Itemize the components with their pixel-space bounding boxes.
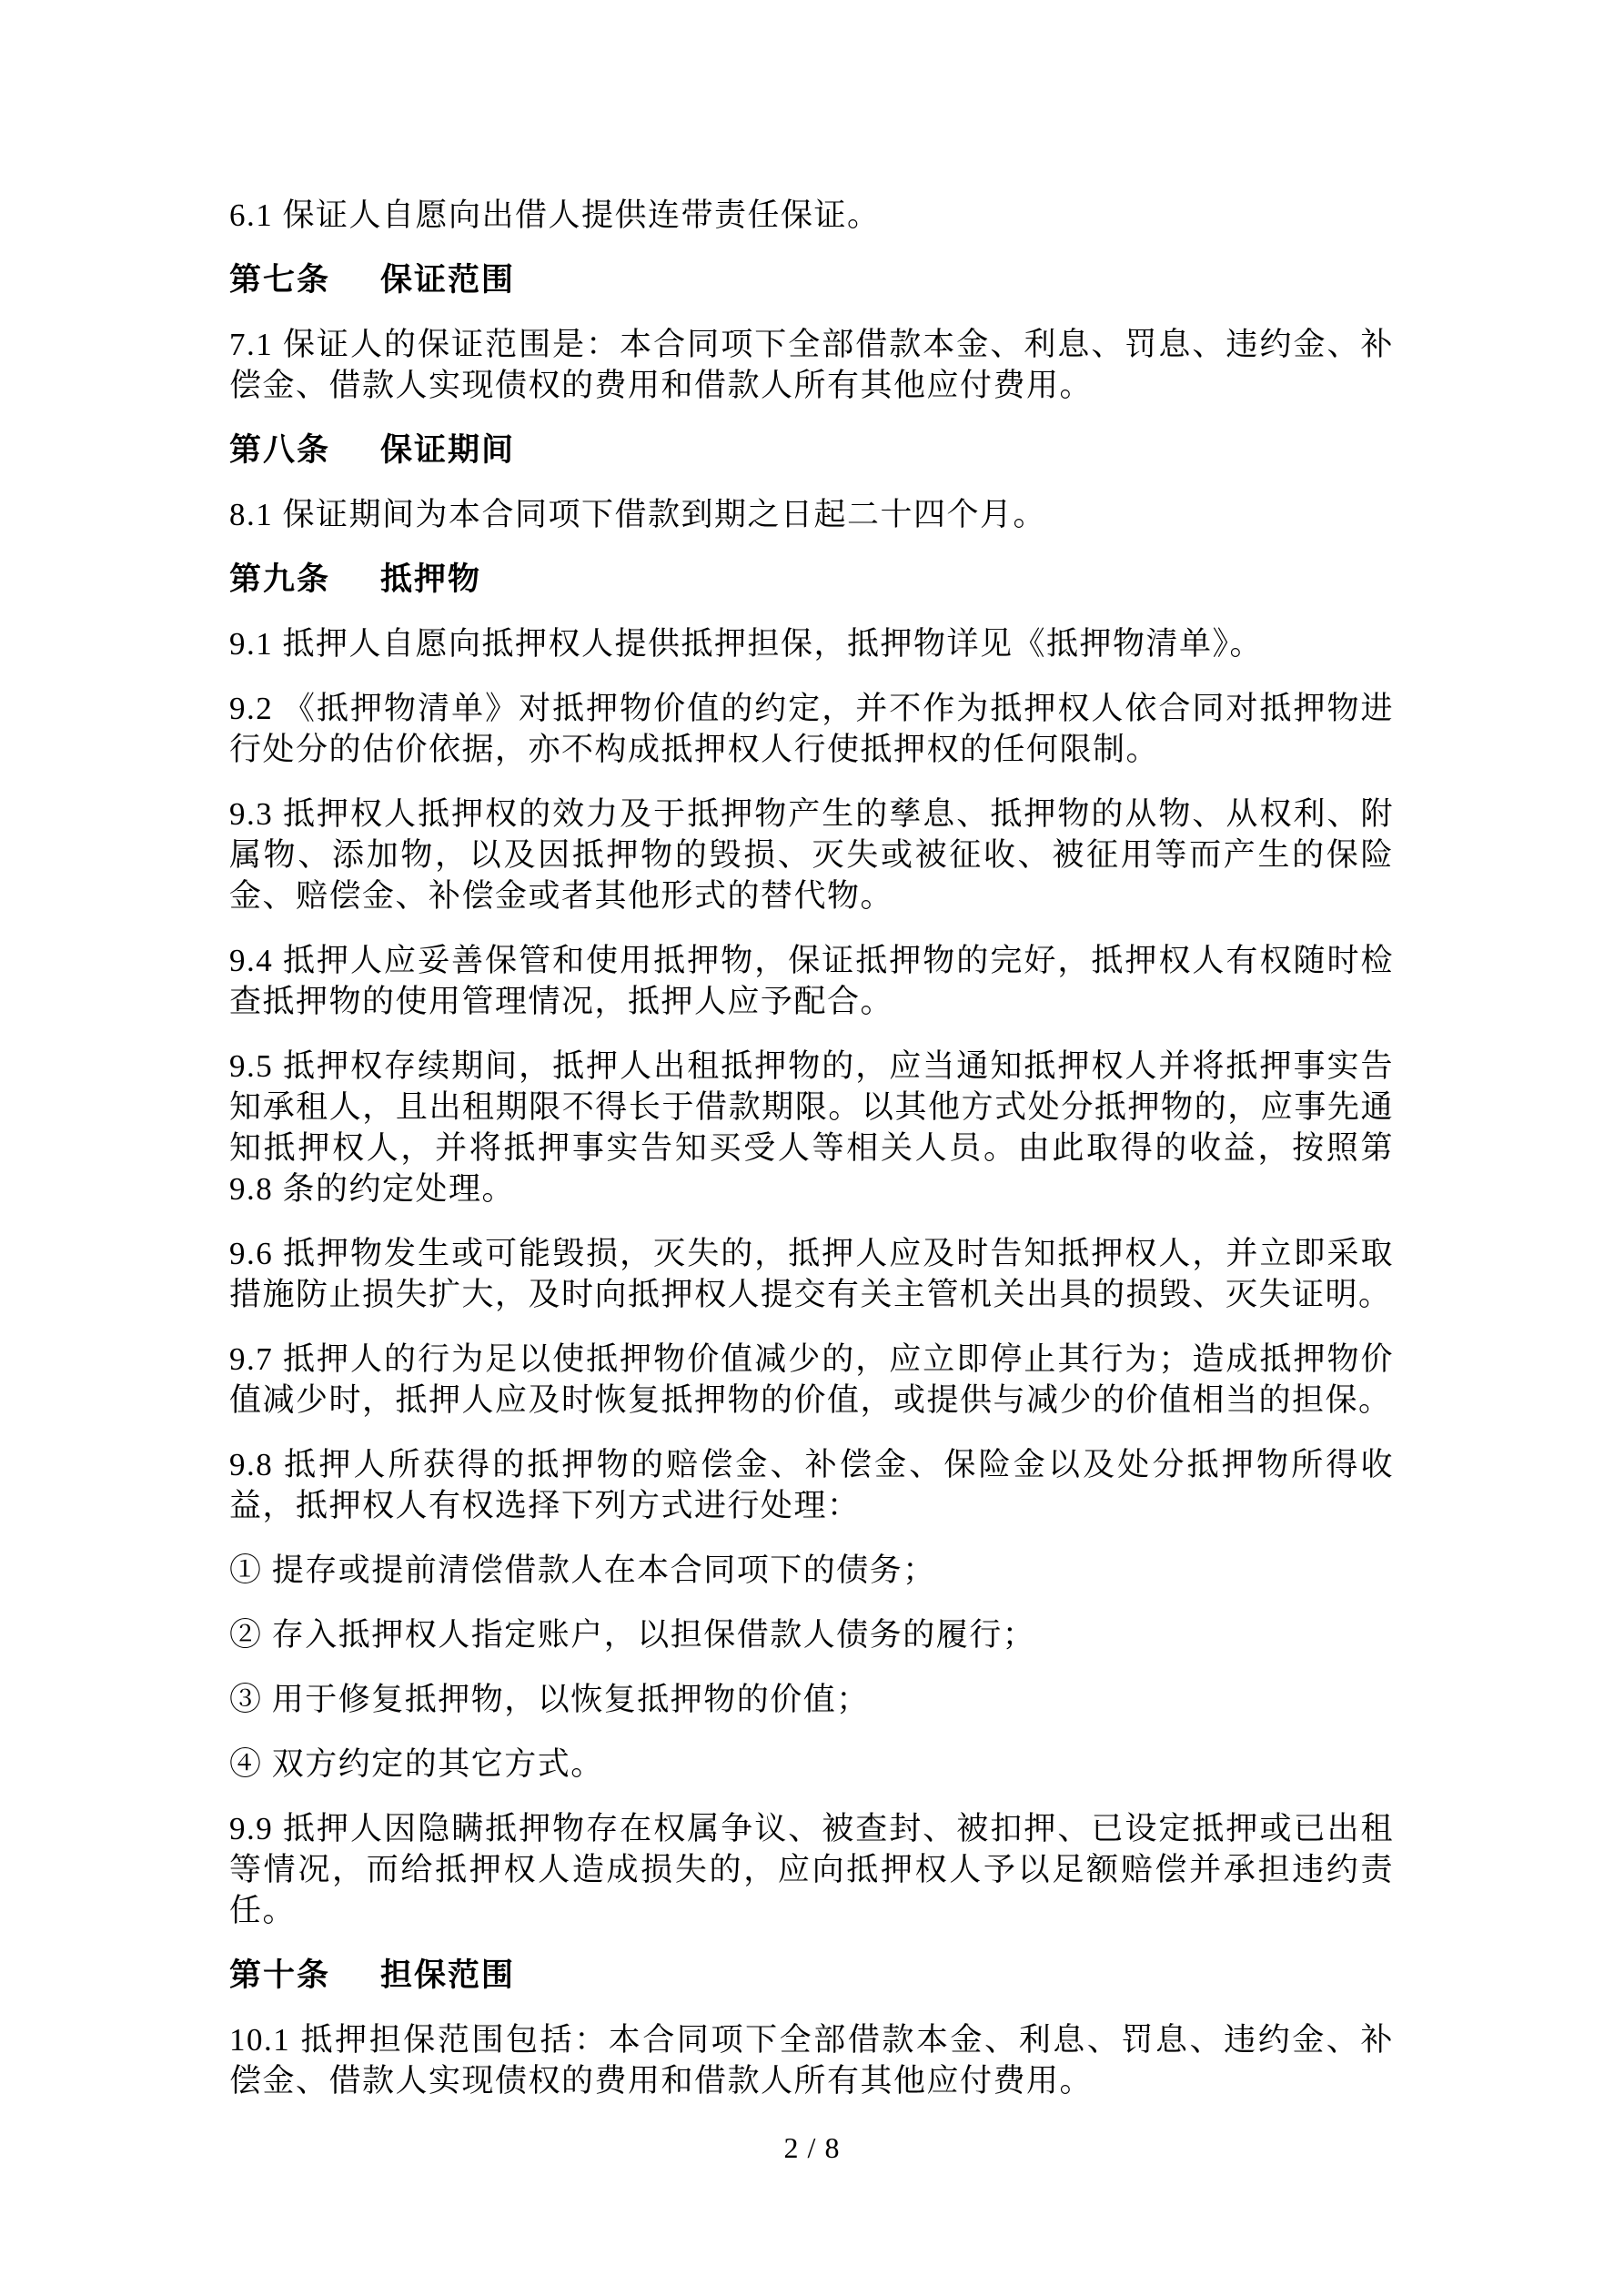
article-7-title: 保证范围 [380,262,516,298]
page-number: 2 / 8 [783,2131,841,2164]
clause-9-3: 9.3 抵押权人抵押权的效力及于抵押物产生的孳息、抵押物的从物、从权利、附属物、添加物，以及因抵押物的毁损、灭失或被征收、被征用等而产生的保险金、赔偿金、补偿金或者其他形式的替代物。 [229,796,1394,914]
heading-article-9 [229,559,1394,600]
clause-7-1: 7.1 保证人的保证范围是：本合同项下全部借款本金、利息、罚息、违约金、补偿金、借款人实现债权的费用和借款人所有其他应付费用。 [229,327,1394,403]
list-item-2: ② 存入抵押权人指定账户，以担保借款人债务的履行； [229,1617,1036,1653]
article-8-number: 第八条 [229,432,331,468]
clause-9-2: 9.2 《抵押物清单》对抵押物价值的约定，并不作为抵押权人依合同对抵押物进行处分的估价依据，亦不构成抵押权人行使抵押权的任何限制。 [229,691,1394,767]
clause-6-1: 6.1 保证人自愿向出借人提供连带责任保证。 [229,197,881,233]
article-9-number: 第九条 [229,561,331,597]
clause-9-7: 9.7 抵押人的行为足以使抵押物价值减少的，应立即停止其行为；造成抵押物价值减少时，抵押人应及时恢复抵押物的价值，或提供与减少的价值相当的担保。 [229,1341,1394,1418]
heading-article-8 [229,430,1394,470]
page-footer [0,2128,1624,2169]
document-body [229,195,1394,2125]
clause-9-5: 9.5 抵押权存续期间，抵押人出租抵押物的，应当通知抵押权人并将抵押事实告知承租人，且出租期限不得长于借款期限。以其他方式处分抵押物的，应事先通知抵押权人，并将抵押事实告知买受人等相关人员。由此取得的收益，按照第 9.8 条的约定处理。 [229,1048,1394,1207]
heading-article-7 [229,259,1394,300]
article-9-title: 抵押物 [380,561,482,597]
clause-9-1: 9.1 抵押人自愿向抵押权人提供抵押担保，抵押物详见《抵押物清单》。 [229,626,1264,662]
clause-9-4: 9.4 抵押人应妥善保管和使用抵押物，保证抵押物的完好，抵押权人有权随时检查抵押物的使用管理情况，抵押人应予配合。 [229,943,1394,1019]
clause-9-8: 9.8 抵押人所获得的抵押物的赔偿金、补偿金、保险金以及处分抵押物所得收益，抵押权人有权选择下列方式进行处理： [229,1447,1394,1523]
article-7-number: 第七条 [229,262,331,298]
article-10-number: 第十条 [229,1957,331,1993]
heading-article-10 [229,1955,1394,1996]
list-item-3: ③ 用于修复抵押物，以恢复抵押物的价值； [229,1682,870,1717]
list-item-4: ④ 双方约定的其它方式。 [229,1746,604,1782]
clause-8-1: 8.1 保证期间为本合同项下借款到期之日起二十四个月。 [229,497,1047,532]
list-item-1: ① 提存或提前清偿借款人在本合同项下的债务； [229,1553,936,1588]
clause-9-9: 9.9 抵押人因隐瞒抵押物存在权属争议、被查封、被扣押、已设定抵押或已出租等情况，而给抵押权人造成损失的，应向抵押权人予以足额赔偿并承担违约责任。 [229,1811,1394,1928]
article-8-title: 保证期间 [380,432,516,468]
article-10-title: 担保范围 [380,1957,516,1993]
clause-9-6: 9.6 抵押物发生或可能毁损，灭失的，抵押人应及时告知抵押权人，并立即采取措施防止损失扩大，及时向抵押权人提交有关主管机关出具的损毁、灭失证明。 [229,1236,1394,1312]
clause-10-1: 10.1 抵押担保范围包括：本合同项下全部借款本金、利息、罚息、违约金、补偿金、借款人实现债权的费用和借款人所有其他应付费用。 [229,2022,1394,2099]
